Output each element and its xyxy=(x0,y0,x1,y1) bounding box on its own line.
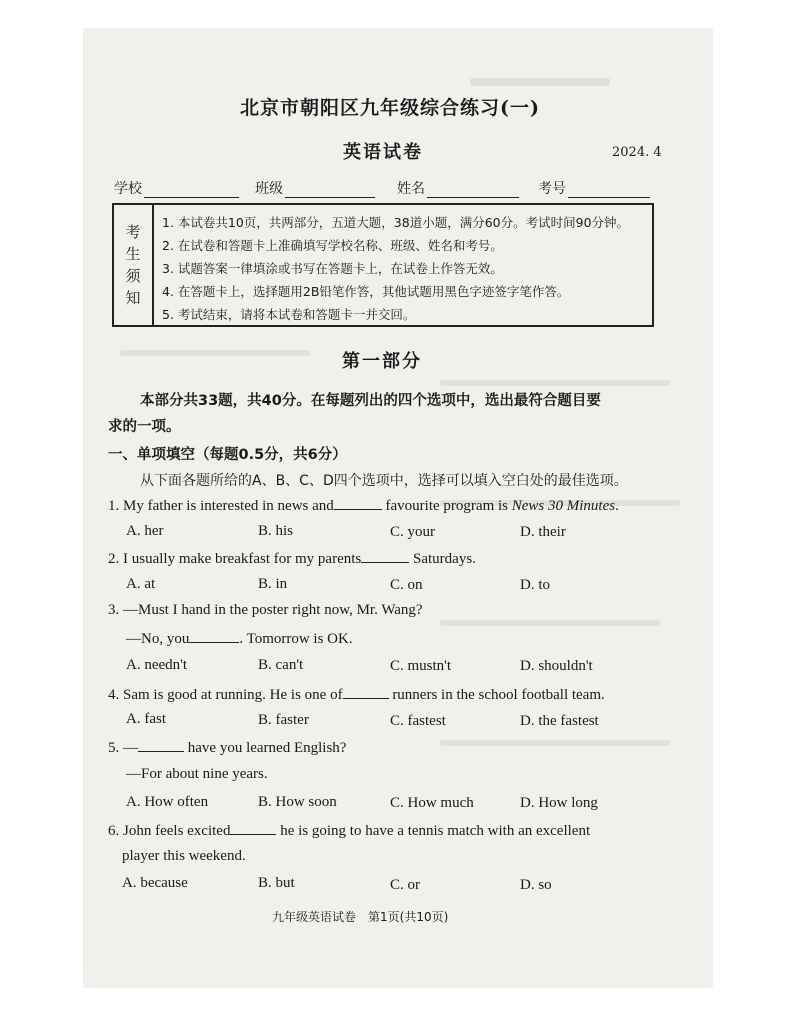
exam-subtitle: 英语试卷 xyxy=(343,142,423,163)
question-3-reply: —No, you . Tomorrow is OK. xyxy=(126,631,353,647)
notice-item: 3. 试题答案一律填涂或书写在答题卡上，在试卷上作答无效。 xyxy=(162,261,503,276)
bleed-through-mark xyxy=(440,620,660,626)
option-b[interactable]: B. faster xyxy=(258,712,309,728)
option-c[interactable]: C. or xyxy=(390,877,420,893)
question-6: 6. John feels excited he is going to have a tennis match with an excellent xyxy=(108,823,591,839)
bleed-through-mark xyxy=(440,740,670,746)
page-footer: 九年级英语试卷 第1页(共10页) xyxy=(272,910,449,924)
answer-blank xyxy=(343,686,389,699)
exam-title: 北京市朝阳区九年级综合练习(一) xyxy=(240,97,540,119)
option-b[interactable]: B. but xyxy=(258,875,295,891)
question-2: 2. I usually make breakfast for my parents Saturdays. xyxy=(108,551,476,567)
option-d[interactable]: D. to xyxy=(520,577,550,593)
option-c[interactable]: C. your xyxy=(390,524,435,540)
answer-blank xyxy=(230,822,276,835)
part-title: 第一部分 xyxy=(342,351,422,372)
option-b[interactable]: B. in xyxy=(258,576,288,592)
class-field[interactable] xyxy=(255,178,375,198)
option-a[interactable]: A. fast xyxy=(126,711,166,727)
option-a[interactable]: A. because xyxy=(122,875,188,891)
notice-list xyxy=(162,211,629,326)
part-intro-line2: 求的一项。 xyxy=(108,419,181,435)
school-blank[interactable] xyxy=(144,183,239,198)
notice-box xyxy=(112,203,654,327)
class-label: 班级 xyxy=(255,181,283,197)
section-title: 一、单项填空（每题0.5分，共6分） xyxy=(108,447,347,463)
exam-number-blank[interactable] xyxy=(568,183,650,198)
option-a[interactable]: A. at xyxy=(126,576,156,592)
exam-date: 2024. 4 xyxy=(612,145,662,160)
option-c[interactable]: C. fastest xyxy=(390,713,446,729)
class-blank[interactable] xyxy=(285,183,375,198)
option-c[interactable]: C. mustn't xyxy=(390,658,452,674)
name-label: 姓名 xyxy=(397,181,425,197)
answer-blank xyxy=(334,497,382,510)
option-a[interactable]: A. her xyxy=(126,523,164,539)
answer-blank xyxy=(361,550,409,563)
option-c[interactable]: C. on xyxy=(390,577,423,593)
school-field[interactable] xyxy=(114,178,239,198)
option-d[interactable]: D. How long xyxy=(520,795,598,811)
option-d[interactable]: D. their xyxy=(520,524,566,540)
question-5: 5. — have you learned English? xyxy=(108,740,347,756)
notice-heading: 考 生 须 知 xyxy=(114,205,154,325)
name-blank[interactable] xyxy=(427,183,519,198)
option-b[interactable]: B. his xyxy=(258,523,294,539)
option-d[interactable]: D. so xyxy=(520,877,552,893)
notice-item: 1. 本试卷共10页，共两部分，五道大题，38道小题，满分60分。考试时间90分钟。 xyxy=(162,215,630,230)
school-label: 学校 xyxy=(114,181,142,197)
option-c[interactable]: C. How much xyxy=(390,795,474,811)
bleed-through-mark xyxy=(470,78,610,86)
option-d[interactable]: D. the fastest xyxy=(520,713,599,729)
part-intro-line1: 本部分共33题，共40分。在每题列出的四个选项中，选出最符合题目要 xyxy=(140,393,601,409)
question-6-continued: player this weekend. xyxy=(122,848,246,864)
exam-number-label: 考号 xyxy=(538,181,566,197)
section-instruction: 从下面各题所给的A、B、C、D四个选项中，选择可以填入空白处的最佳选项。 xyxy=(140,473,628,489)
bleed-through-mark xyxy=(120,350,310,356)
answer-blank xyxy=(189,630,239,643)
name-field[interactable] xyxy=(397,178,519,198)
question-3: 3. —Must I hand in the poster right now, Mr. Wang? xyxy=(108,602,423,618)
option-a[interactable]: A. How often xyxy=(126,794,209,810)
notice-item: 4. 在答题卡上，选择题用2B铅笔作答，其他试题用黑色字迹签字笔作答。 xyxy=(162,284,570,299)
notice-item: 5. 考试结束，请将本试卷和答题卡一并交回。 xyxy=(162,307,416,322)
option-b[interactable]: B. How soon xyxy=(258,794,337,810)
question-1: 1. My father is interested in news and favourite program is News 30 Minutes. xyxy=(108,498,619,514)
bleed-through-mark xyxy=(440,380,670,386)
answer-blank xyxy=(138,739,184,752)
option-d[interactable]: D. shouldn't xyxy=(520,658,593,674)
option-b[interactable]: B. can't xyxy=(258,657,304,673)
question-4: 4. Sam is good at running. He is one of runners in the school football team. xyxy=(108,687,605,703)
notice-item: 2. 在试卷和答题卡上准确填写学校名称、班级、姓名和考号。 xyxy=(162,238,503,253)
exam-number-field[interactable] xyxy=(538,178,650,198)
option-a[interactable]: A. needn't xyxy=(126,657,188,673)
question-5-reply: —For about nine years. xyxy=(126,766,268,782)
